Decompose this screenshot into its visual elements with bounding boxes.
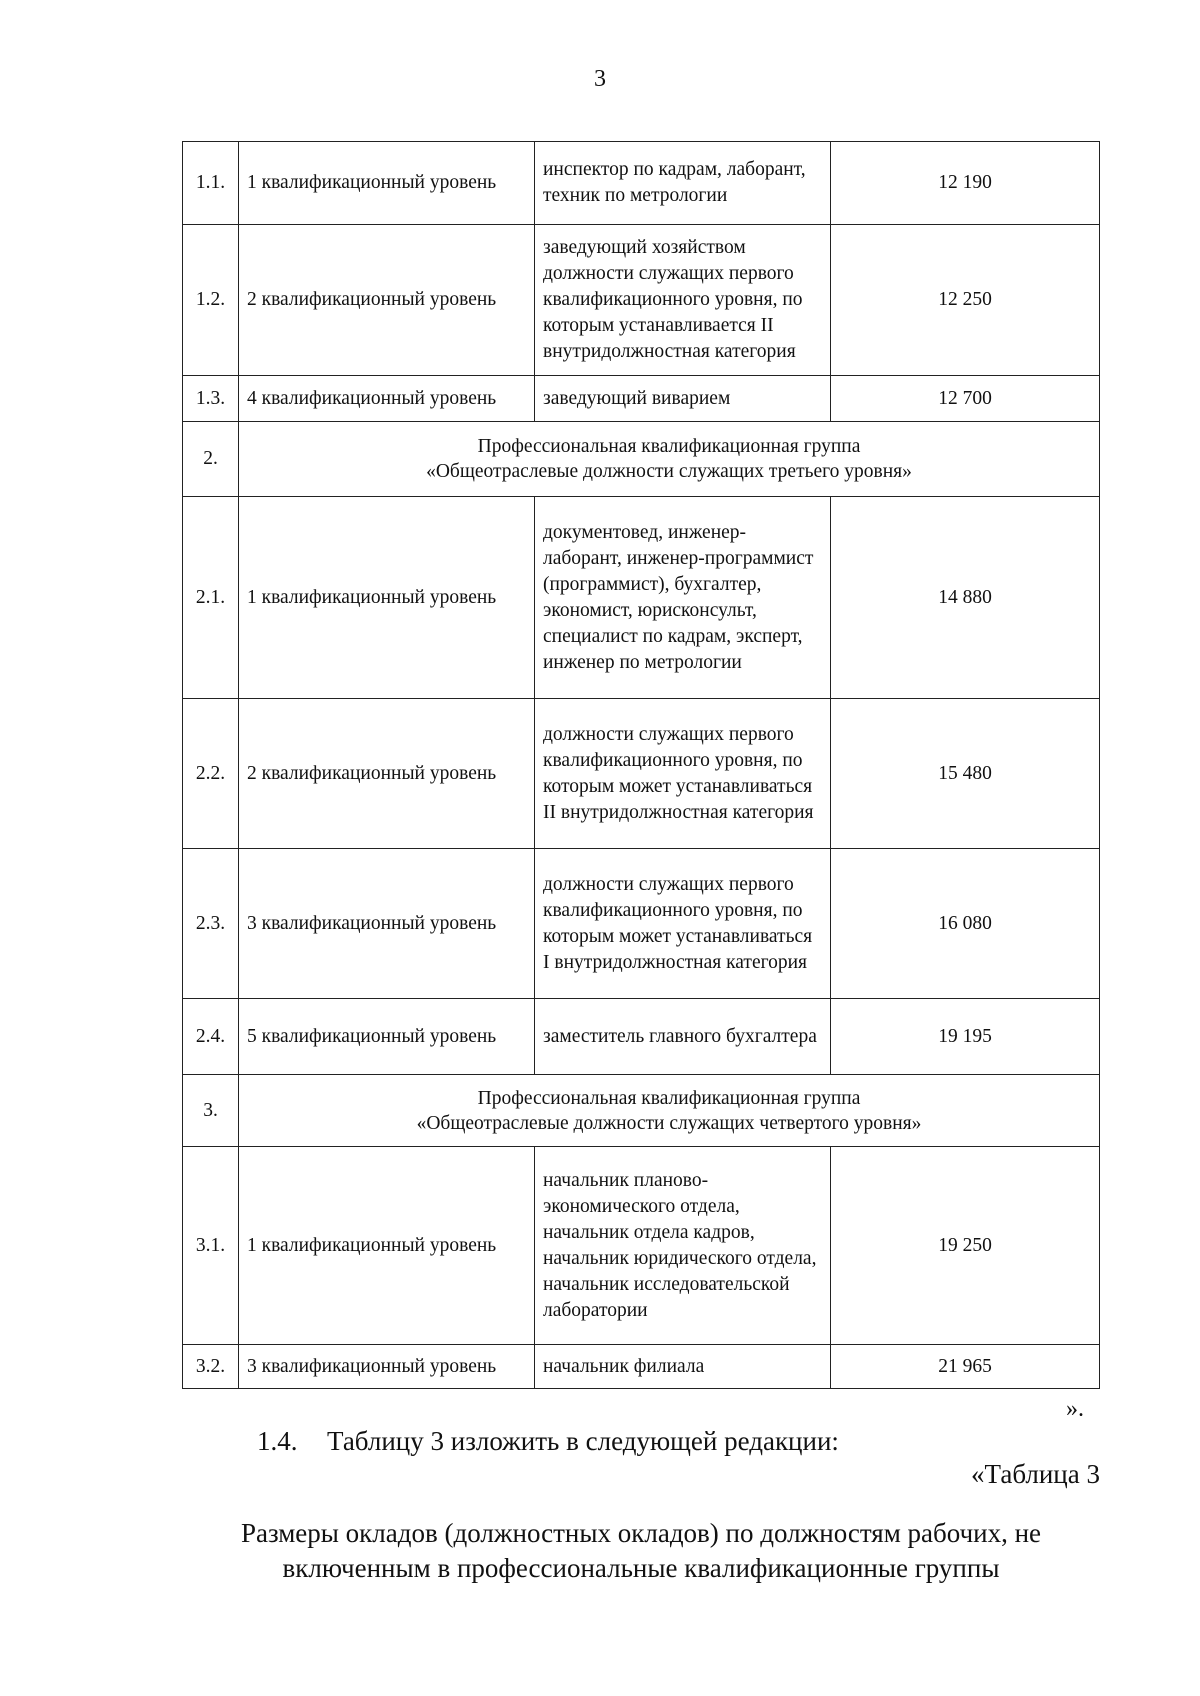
row-number: 3.2. xyxy=(183,1345,239,1389)
salary-value: 16 080 xyxy=(831,849,1100,999)
table-row xyxy=(183,699,1100,849)
positions-list: должности служащих первого квалификационного уровня, по которым может устанавливаться II внутридолжностная категория xyxy=(535,699,831,849)
qualification-level: 1 квалификационный уровень xyxy=(239,497,535,699)
positions-list: заместитель главного бухгалтера xyxy=(535,999,831,1075)
table-row xyxy=(183,376,1100,422)
table-row xyxy=(183,1147,1100,1345)
salary-value: 12 700 xyxy=(831,376,1100,422)
qualification-level: 3 квалификационный уровень xyxy=(239,849,535,999)
qualification-level: 1 квалификационный уровень xyxy=(239,142,535,225)
salary-value: 19 250 xyxy=(831,1147,1100,1345)
group-title xyxy=(239,1075,1100,1147)
heading-line: включенным в профессиональные квалификационные группы xyxy=(282,1553,1000,1583)
group-subtitle-line: «Общеотраслевые должности служащих четвертого уровня» xyxy=(416,1112,922,1134)
qualification-level: 1 квалификационный уровень xyxy=(239,1147,535,1345)
amendment-paragraph xyxy=(257,1426,839,1457)
row-number: 1.1. xyxy=(183,142,239,225)
positions-list: инспектор по кадрам, лаборант, техник по метрологии xyxy=(535,142,831,225)
group-row xyxy=(183,1075,1100,1147)
qualification-level: 2 квалификационный уровень xyxy=(239,699,535,849)
table-row xyxy=(183,225,1100,376)
row-number: 1.3. xyxy=(183,376,239,422)
paragraph-number: 1.4. xyxy=(257,1426,298,1456)
salary-value: 15 480 xyxy=(831,699,1100,849)
group-title-line: Профессиональная квалификационная группа xyxy=(477,1087,861,1109)
row-number: 3.1. xyxy=(183,1147,239,1345)
row-number: 2.2. xyxy=(183,699,239,849)
heading-line: Размеры окладов (должностных окладов) по должностям рабочих, не xyxy=(240,1518,1042,1548)
salary-value: 14 880 xyxy=(831,497,1100,699)
salary-value: 21 965 xyxy=(831,1345,1100,1389)
table-heading xyxy=(182,1516,1100,1586)
row-number: 2.4. xyxy=(183,999,239,1075)
table-row xyxy=(183,497,1100,699)
positions-list: начальник планово-экономического отдела, начальник отдела кадров, начальник юридического отдела, начальник исследовательской лаборатории xyxy=(535,1147,831,1345)
table-row xyxy=(183,142,1100,225)
positions-list: должности служащих первого квалификационного уровня, по которым может устанавливаться I внутридолжностная категория xyxy=(535,849,831,999)
group-title-line: Профессиональная квалификационная группа xyxy=(477,436,861,457)
row-number: 2.3. xyxy=(183,849,239,999)
table-row xyxy=(183,999,1100,1075)
paragraph-text: Таблицу 3 изложить в следующей редакции: xyxy=(327,1426,839,1456)
positions-list: начальник филиала xyxy=(535,1345,831,1389)
positions-list: заведующий виварием xyxy=(535,376,831,422)
table-label: «Таблица 3 xyxy=(971,1459,1100,1489)
group-number: 3. xyxy=(183,1075,239,1147)
qualification-level: 2 квалификационный уровень xyxy=(239,225,535,376)
salary-table xyxy=(182,141,1100,1389)
group-subtitle-line: «Общеотраслевые должности служащих третьего уровня» xyxy=(426,461,912,482)
qualification-level: 5 квалификационный уровень xyxy=(239,999,535,1075)
group-row xyxy=(183,422,1100,497)
page-number: 3 xyxy=(594,66,606,92)
qualification-level: 3 квалификационный уровень xyxy=(239,1345,535,1389)
salary-value: 12 190 xyxy=(831,142,1100,225)
table-row xyxy=(183,1345,1100,1389)
qualification-level: 4 квалификационный уровень xyxy=(239,376,535,422)
table-row xyxy=(183,849,1100,999)
group-number: 2. xyxy=(183,422,239,497)
row-number: 2.1. xyxy=(183,497,239,699)
salary-value: 12 250 xyxy=(831,225,1100,376)
row-number: 1.2. xyxy=(183,225,239,376)
positions-list: документовед, инженер-лаборант, инженер-программист (программист), бухгалтер, экономист, юрисконсульт, специалист по кадрам, эксперт, инженер по метрологии xyxy=(535,497,831,699)
group-title xyxy=(239,422,1100,497)
salary-value: 19 195 xyxy=(831,999,1100,1075)
closing-quote: ». xyxy=(1066,1396,1084,1422)
positions-list: заведующий хозяйством должности служащих первого квалификационного уровня, по которым устанавливается II внутридолжностная категория xyxy=(535,225,831,376)
